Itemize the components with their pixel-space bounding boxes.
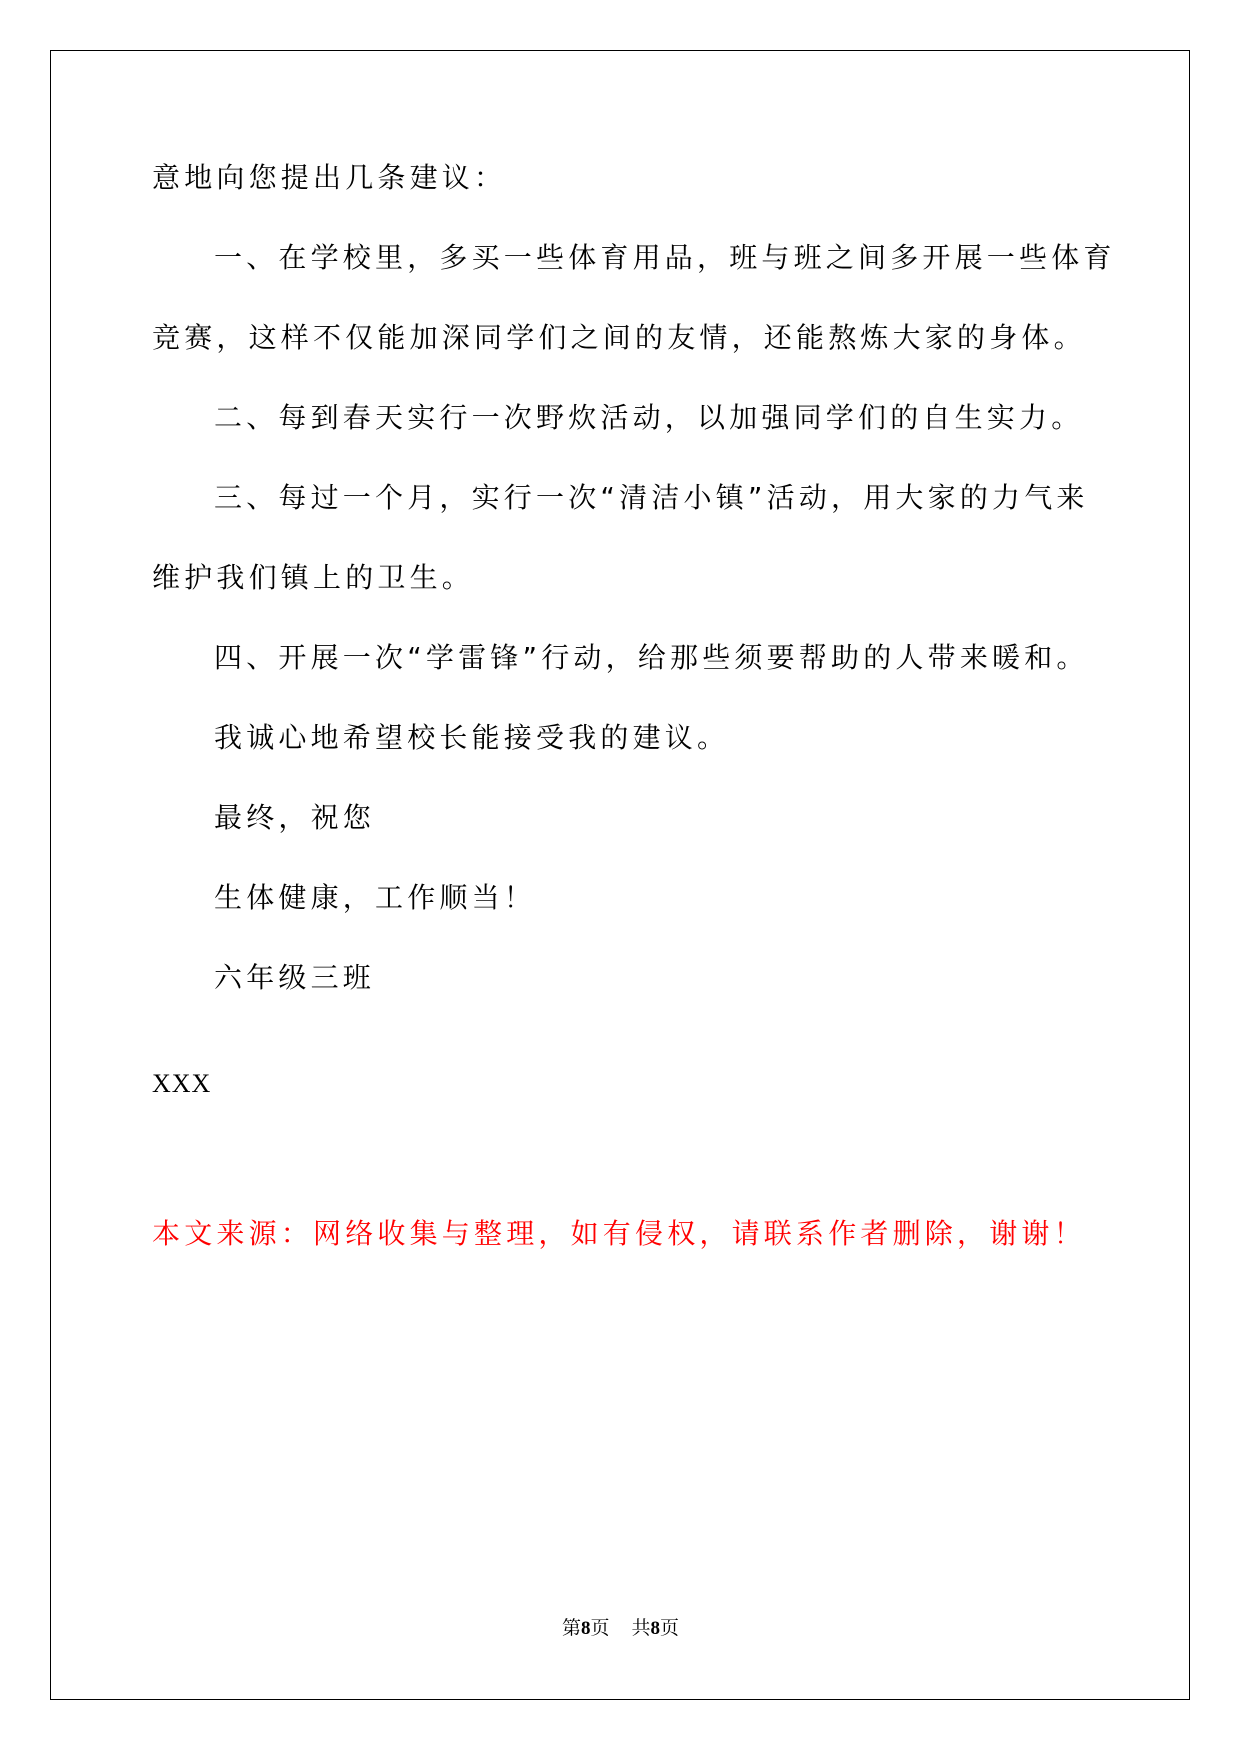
page-prefix: 第	[561, 1618, 581, 1639]
paragraph-line: 一、在学校里，多买一些体育用品，班与班之间多开展一些体育	[214, 241, 1116, 274]
page-current: 8	[580, 1618, 591, 1639]
paragraph-line: 我诚心地希望校长能接受我的建议。	[214, 721, 730, 754]
sender-class: 六年级三班	[214, 961, 376, 994]
paragraph-line: 三、每过一个月，实行一次“清洁小镇”活动，用大家的力气来	[214, 481, 1089, 514]
paragraph-line: 竞赛，这样不仅能加深同学们之间的友情，还能熬炼大家的身体。	[152, 321, 1086, 354]
page-total: 8	[650, 1618, 661, 1639]
page-suffix: 页	[590, 1618, 610, 1639]
paragraph-line: 意地向您提出几条建议：	[152, 161, 507, 194]
total-suffix: 页	[660, 1618, 680, 1639]
total-prefix: 共	[631, 1618, 651, 1639]
paragraph-line: 四、开展一次“学雷锋”行动，给那些须要帮助的人带来暖和。	[214, 641, 1089, 674]
page-frame	[50, 50, 1190, 1700]
paragraph-line: 二、每到春天实行一次野炊活动，以加强同学们的自生实力。	[214, 401, 1084, 434]
paragraph-line: 维护我们镇上的卫生。	[152, 561, 475, 594]
signature: XXX	[152, 1069, 212, 1098]
closing-line: 最终，祝您	[214, 801, 376, 834]
source-note: 本文来源：网络收集与整理，如有侵权，请联系作者删除，谢谢！	[152, 1217, 1086, 1250]
closing-wish: 生体健康，工作顺当！	[214, 881, 537, 914]
page-footer	[0, 1616, 1241, 1642]
